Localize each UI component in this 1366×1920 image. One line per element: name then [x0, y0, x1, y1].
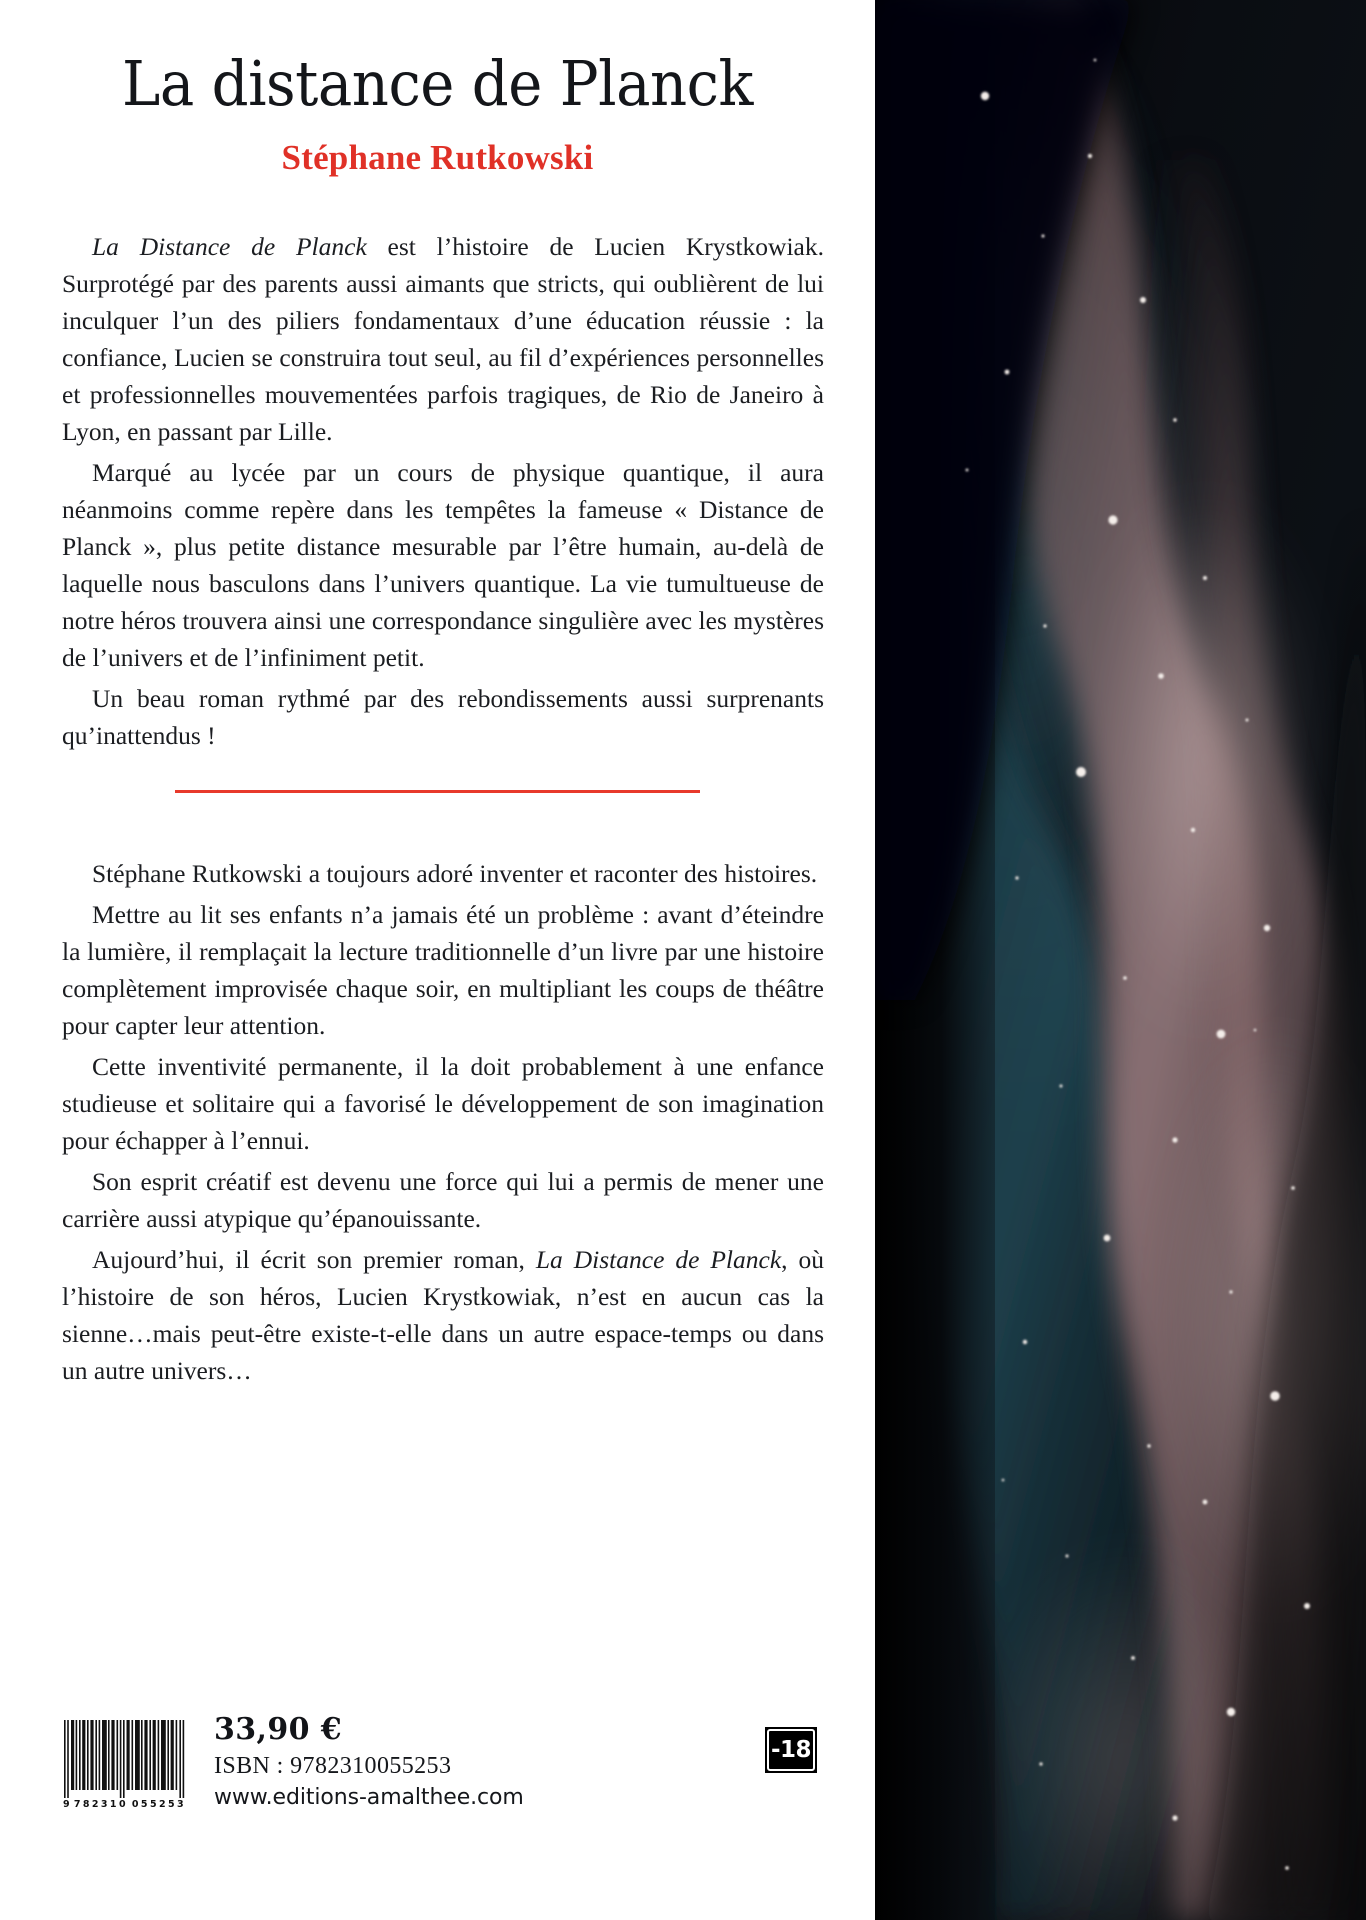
barcode-digit-left: 9 — [63, 1799, 70, 1810]
imprint-block — [214, 1712, 524, 1810]
bio-paragraph: Cette inventivité permanente, il la doit probablement à une enfance studieuse et solitaire qui a favorisé le développement de son imagination pour échapper à l’ennui. — [62, 1052, 824, 1155]
title-block — [0, 47, 875, 178]
bio-lead-text: Aujourd’hui, il écrit son premier roman, — [92, 1245, 536, 1274]
synopsis-paragraph: Marqué au lycée par un cours de physique quantique, il aura néanmoins comme repère dans les tempêtes la fameuse « Distance de Planck », plus petite distance mesurable par l’être humain, au-delà de laquelle nous basculons dans l’univers quantique. La vie tumultueuse de notre héros trouvera ainsi une correspondance singulière avec les mystères de l’univers et de l’infiniment petit. — [62, 458, 824, 672]
barcode-bars-icon — [62, 1720, 187, 1798]
divider — [0, 790, 875, 793]
bio-tail-text: , où l’histoire de son héros, Lucien Krystkowiak, n’est en aucun cas la sienne…mais peut-être existe-t-elle dans un autre espace-temps ou dans un autre univers… — [62, 1245, 824, 1385]
book-title-italic: La Distance de Planck — [535, 1245, 782, 1274]
book-title-italic: La Distance de Planck — [92, 232, 367, 261]
price-label: 33,90 € — [214, 1712, 343, 1747]
synopsis-section — [62, 228, 824, 758]
synopsis-paragraph: Un beau roman rythmé par des rebondissements aussi surprenants qu’inattendus ! — [62, 684, 824, 750]
synopsis-paragraph-text: est l’histoire de Lucien Krystkowiak. Surprotégé par des parents aussi aimants que stricts, qui oublièrent de lui inculquer l’un des piliers fondamentaux d’une éducation réussie : la confiance, Lucien se construira tout seul, au fil d’expériences personnelles et professionnelles mouvementées parfois tragiques, de Rio de Janeiro à Lyon, en passant par Lille. — [62, 232, 824, 446]
bio-paragraph — [62, 1241, 824, 1389]
bio-paragraph: Mettre au lit ses enfants n’a jamais été un problème : avant d’éteindre la lumière, il remplaçait la lecture traditionnelle d’un livre par une histoire complètement improvisée chaque soir, en multipliant les coups de théâtre pour capter leur attention. — [62, 900, 824, 1040]
nebula-artwork-image — [875, 0, 1366, 1920]
author-name: Stéphane Rutkowski — [281, 138, 594, 178]
author-bio-section — [62, 855, 824, 1393]
bio-paragraph: Stéphane Rutkowski a toujours adoré inventer et raconter des histoires. — [92, 859, 818, 888]
barcode-digit-right: 055253 — [131, 1799, 186, 1810]
barcode-digit-middle: 782310 — [73, 1799, 128, 1810]
red-rule — [175, 790, 700, 793]
footer — [0, 1712, 875, 1842]
cover-artwork-panel — [875, 0, 1366, 1920]
synopsis-paragraph — [62, 228, 824, 450]
isbn-label: ISBN : 9782310055253 — [214, 1753, 452, 1779]
age-rating-label: -18 — [767, 1729, 815, 1771]
bio-paragraph: Son esprit créatif est devenu une force qui lui a permis de mener une carrière aussi atypique qu’épanouissante. — [62, 1167, 824, 1233]
page-title: La distance de Planck — [122, 47, 753, 120]
publisher-website[interactable]: www.editions-amalthee.com — [214, 1785, 524, 1810]
barcode — [62, 1720, 187, 1810]
age-rating-badge — [765, 1727, 817, 1773]
barcode-digits — [62, 1799, 187, 1810]
